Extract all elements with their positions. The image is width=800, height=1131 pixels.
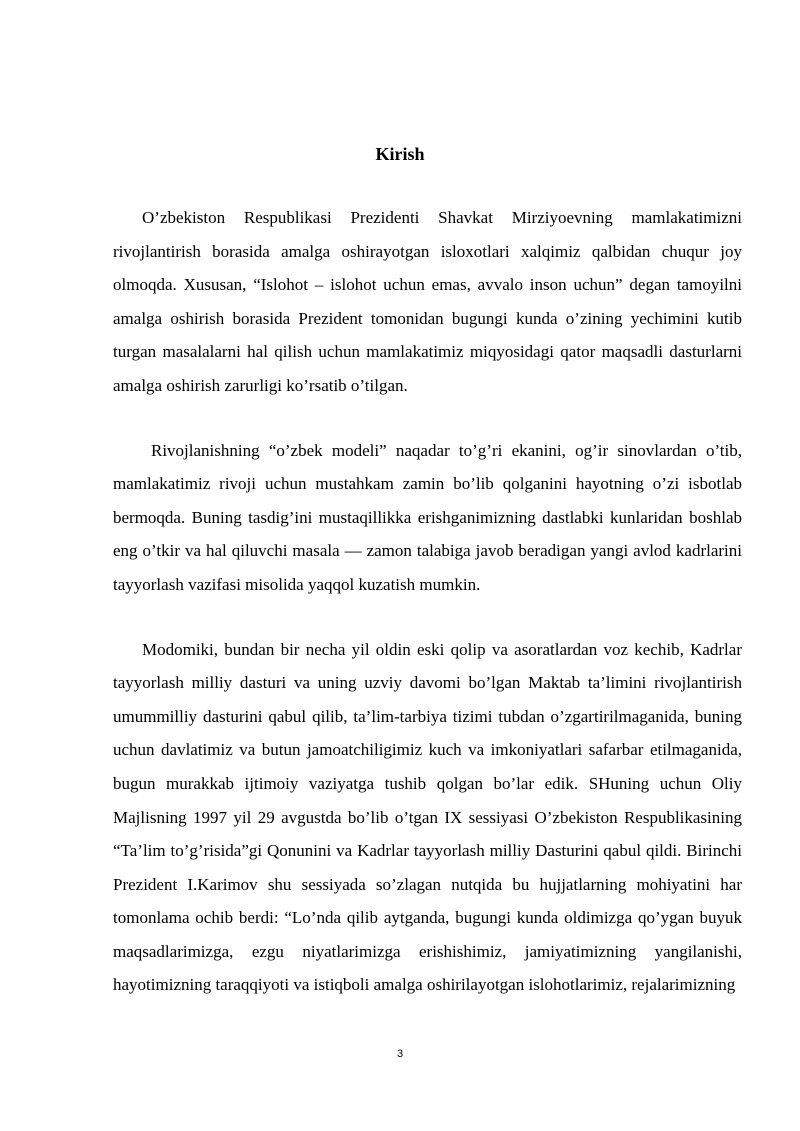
paragraph-3: Modomiki, bundan bir necha yil oldin eski qolip va asoratlardan voz kechib, Kadrlar tayyorlash milliy dasturi va uning uzviy davomi bo’lgan Maktab ta’limini rivojlantirish umummilliy dasturini qabul qilib, ta’lim-tarbiya tizimi tubdan o’zgartirilmaganida, buning uchun davlatimiz va butun jamoatchiligimiz kuch va imkoniyatlari safarbar etilmaganida, bugun murakkab ijtimoiy vaziyatga tushib qolgan bo’lar edik. SHuning uchun Oliy Majlisning 1997 yil 29 avgustda bo’lib o’tgan IX sessiyasi O’zbekiston Respublikasining “Ta’lim to’g’risida”gi Qonunini va Kadrlar tayyorlash milliy Dasturini qabul qildi. Birinchi Prezident I.Karimov shu sessiyada so’zlagan nutqida bu hujjatlarning mohiyatini har tomonlama ochib berdi: “Lo’nda qilib aytganda, bugungi kunda oldimizga qo’ygan buyuk maqsadlarimizga, ezgu niyatlarimizga erishishimiz, jamiyatimizning yangilanishi, hayotimizning taraqqiyoti va istiqboli amalga oshirilayotgan islohotlarimiz, rejalarimizning bbox=[113, 639, 742, 995]
page-number: 3 bbox=[396, 1048, 404, 1060]
page-title: Kirish bbox=[375, 144, 425, 164]
paragraph-2: Rivojlanishning “o’zbek modeli” naqadar to’g’ri ekanini, og’ir sinovlardan o’tib, mamlakatimiz rivoji uchun mustahkam zamin bo’lib qolganini hayotning o’zi isbotlab bermoqda. Buning tasdig’ini mustaqillikka erishganimizning dastlabki kunlaridan boshlab eng o’tkir va hal qiluvchi masala — zamon talabiga javob beradigan yangi avlod kadrlarini tayyorlash vazifasi misolida yaqqol kuzatish mumkin. bbox=[113, 440, 742, 594]
document-body bbox=[113, 201, 742, 1002]
paragraph-1: O’zbekiston Respublikasi Prezidenti Shavkat Mirziyoevning mamlakatimizni rivojlantirish borasida amalga oshirayotgan isloxotlari xalqimiz qalbidan chuqur joy olmoqda. Xususan, “Islohot – islohot uchun emas, avvalo inson uchun” degan tamoyilni amalga oshirish borasida Prezident tomonidan bugungi kunda o’zining yechimini kutib turgan masalalarni hal qilish uchun mamlakatimiz miqyosidagi qator maqsadli dasturlarni amalga oshirish zarurligi ko’rsatib o’tilgan. bbox=[113, 208, 742, 395]
